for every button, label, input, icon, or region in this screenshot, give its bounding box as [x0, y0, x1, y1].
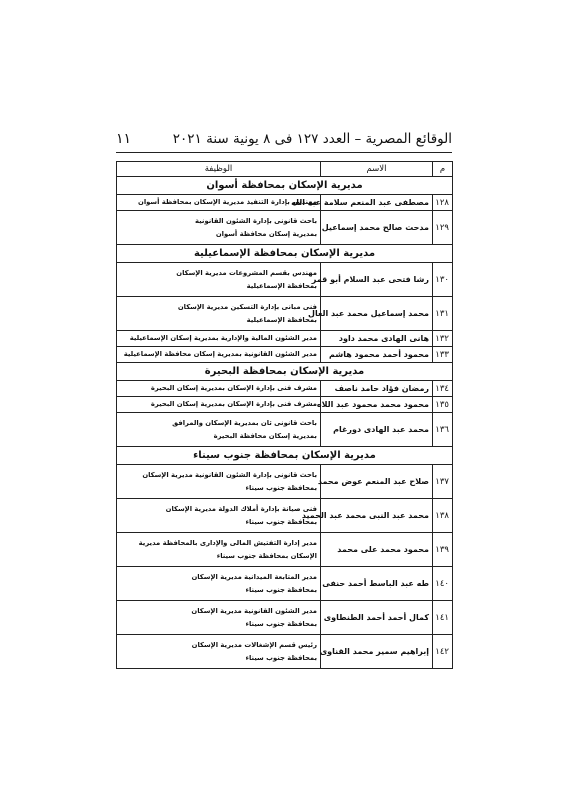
job-title-line: بمحافظة جنوب سيناء	[245, 620, 317, 628]
row-number: ١٣٧	[433, 465, 453, 499]
employee-name: محمود أحمد محمود هاشم	[321, 347, 433, 363]
row-number: ١٣٥	[433, 397, 453, 413]
employee-name: مصطفى عبد المنعم سلامة عبد الله	[321, 195, 433, 211]
section-title: مديرية الإسكان بمحافظة الإسماعيلية	[117, 245, 453, 263]
job-title-line: مهندس بقسم المشروعات مديرية الإسكان	[176, 268, 317, 277]
job-title-line: رئيس قسم الإشغالات مديرية الإسكان	[191, 640, 317, 649]
column-header-name: الاسم	[321, 162, 433, 177]
job-title-line: مشرف فنى بإدارة الإسكان بمديرية إسكان البحيرة	[150, 384, 317, 393]
row-number: ١٣٠	[433, 263, 453, 297]
job-title	[117, 499, 321, 533]
table-header-row	[117, 162, 453, 177]
table-row	[117, 567, 453, 601]
table-row	[117, 397, 453, 413]
job-title-line: باحث قانونى ثان بمديرية الإسكان والمرافق	[172, 418, 317, 427]
employee-name: هانى الهادى محمد داود	[321, 331, 433, 347]
job-title-line: الإسكان بمحافظة جنوب سيناء	[216, 552, 317, 560]
page-number: ١١	[116, 131, 132, 147]
row-number: ١٣٩	[433, 533, 453, 567]
table-row	[117, 195, 453, 211]
employee-name: محمد عبد الهادى دورغام	[321, 413, 433, 447]
page-header	[116, 128, 452, 150]
job-title-line: بمحافظة جنوب سيناء	[245, 518, 317, 526]
job-title	[117, 211, 321, 245]
employee-name: رمضان فؤاد حامد ناصف	[321, 381, 433, 397]
table-row	[117, 413, 453, 447]
row-number: ١٣٣	[433, 347, 453, 363]
job-title	[117, 195, 321, 211]
column-header-num: م	[433, 162, 453, 177]
employee-name: مدحت صالح محمد إسماعيل	[321, 211, 433, 245]
section-header-row	[117, 363, 453, 381]
employee-name: محمد عبد النبى محمد عبد الحميد	[321, 499, 433, 533]
table-row	[117, 347, 453, 363]
job-title-line: باحث قانونى بإدارة الشئون القانونية	[195, 216, 317, 225]
job-title-line: بمديرية إسكان محافظة البحيرة	[213, 432, 317, 440]
row-number: ١٣٤	[433, 381, 453, 397]
row-number: ١٢٨	[433, 195, 453, 211]
row-number: ١٣٨	[433, 499, 453, 533]
job-title-line: مدير المتابعة الميدانية مديرية الإسكان	[191, 572, 317, 581]
row-number: ١٢٩	[433, 211, 453, 245]
job-title-line: مدير إدارة التفتيش المالى والإدارى بالمحافظة مديرية	[138, 538, 317, 547]
employee-name: محمد إسماعيل محمد عبد العال	[321, 297, 433, 331]
table-body	[117, 177, 453, 669]
job-title	[117, 347, 321, 363]
table-row	[117, 465, 453, 499]
table-row	[117, 601, 453, 635]
job-title-line: بمحافظة جنوب سيناء	[245, 654, 317, 662]
employee-name: رشا فتحى عبد السلام أبو قمر	[321, 263, 433, 297]
job-title	[117, 331, 321, 347]
employee-name: طه عبد الباسط أحمد حنفى	[321, 567, 433, 601]
table-row	[117, 211, 453, 245]
job-title-line: مهندس بإدارة التنفيذ مديرية الإسكان بمحافظة أسوان	[138, 198, 317, 207]
section-header-row	[117, 177, 453, 195]
job-title	[117, 413, 321, 447]
section-title: مديرية الإسكان بمحافظة أسوان	[117, 177, 453, 195]
row-number: ١٤٠	[433, 567, 453, 601]
column-header-job: الوظيفة	[117, 162, 321, 177]
job-title-line: بمديرية إسكان محافظة أسوان	[215, 230, 317, 238]
employee-name: صلاح عبد المنعم عوض محمد	[321, 465, 433, 499]
employee-name: محمود محمد على محمد	[321, 533, 433, 567]
job-title-line: مدير الشئون القانونية بمديرية إسكان محافظة الإسماعيلية	[123, 350, 317, 359]
section-header-row	[117, 447, 453, 465]
row-number: ١٤٢	[433, 635, 453, 669]
table-row	[117, 331, 453, 347]
job-title-line: باحث قانونى بإدارة الشئون القانونية مديرية الإسكان	[142, 470, 317, 479]
row-number: ١٣٦	[433, 413, 453, 447]
employee-name: كمال أحمد أحمد الطنطاوى	[321, 601, 433, 635]
table-row	[117, 533, 453, 567]
table-row	[117, 381, 453, 397]
job-title	[117, 297, 321, 331]
job-title	[117, 533, 321, 567]
job-title	[117, 263, 321, 297]
employee-name: إبراهيم سمير محمد القناوى	[321, 635, 433, 669]
job-title	[117, 567, 321, 601]
job-title-line: فنى مبانى بإدارة التسكين مديرية الإسكان	[177, 302, 317, 311]
section-title: مديرية الإسكان بمحافظة البحيرة	[117, 363, 453, 381]
gazette-title: الوقائع المصرية – العدد ١٢٧ فى ٨ يونية سنة ٢٠٢١	[172, 131, 452, 147]
job-title-line: مشرف فنى بإدارة الإسكان بمديرية إسكان البحيرة	[150, 400, 317, 409]
table-row	[117, 635, 453, 669]
table-row	[117, 297, 453, 331]
header-rule	[116, 152, 452, 153]
job-title	[117, 465, 321, 499]
job-title-line: مدير الشئون المالية والإدارية بمديرية إسكان الإسماعيلية	[129, 334, 317, 343]
job-title	[117, 381, 321, 397]
job-title	[117, 397, 321, 413]
row-number: ١٣٢	[433, 331, 453, 347]
job-title-line: بمحافظة جنوب سيناء	[245, 484, 317, 492]
job-title	[117, 635, 321, 669]
table-row	[117, 263, 453, 297]
job-title-line: فنى صيانة بإدارة أملاك الدولة مديرية الإسكان	[165, 504, 317, 513]
section-title: مديرية الإسكان بمحافظة جنوب سيناء	[117, 447, 453, 465]
job-title-line: مدير الشئون القانونية مديرية الإسكان	[191, 606, 317, 615]
table-row	[117, 499, 453, 533]
employee-name: محمود محمد محمود عبد اللاه	[321, 397, 433, 413]
job-title-line: بمحافظة جنوب سيناء	[245, 586, 317, 594]
job-title-line: بمحافظة الإسماعيلية	[246, 282, 317, 290]
row-number: ١٤١	[433, 601, 453, 635]
employees-table	[116, 161, 453, 669]
job-title-line: بمحافظة الإسماعيلية	[246, 316, 317, 324]
job-title	[117, 601, 321, 635]
section-header-row	[117, 245, 453, 263]
row-number: ١٣١	[433, 297, 453, 331]
